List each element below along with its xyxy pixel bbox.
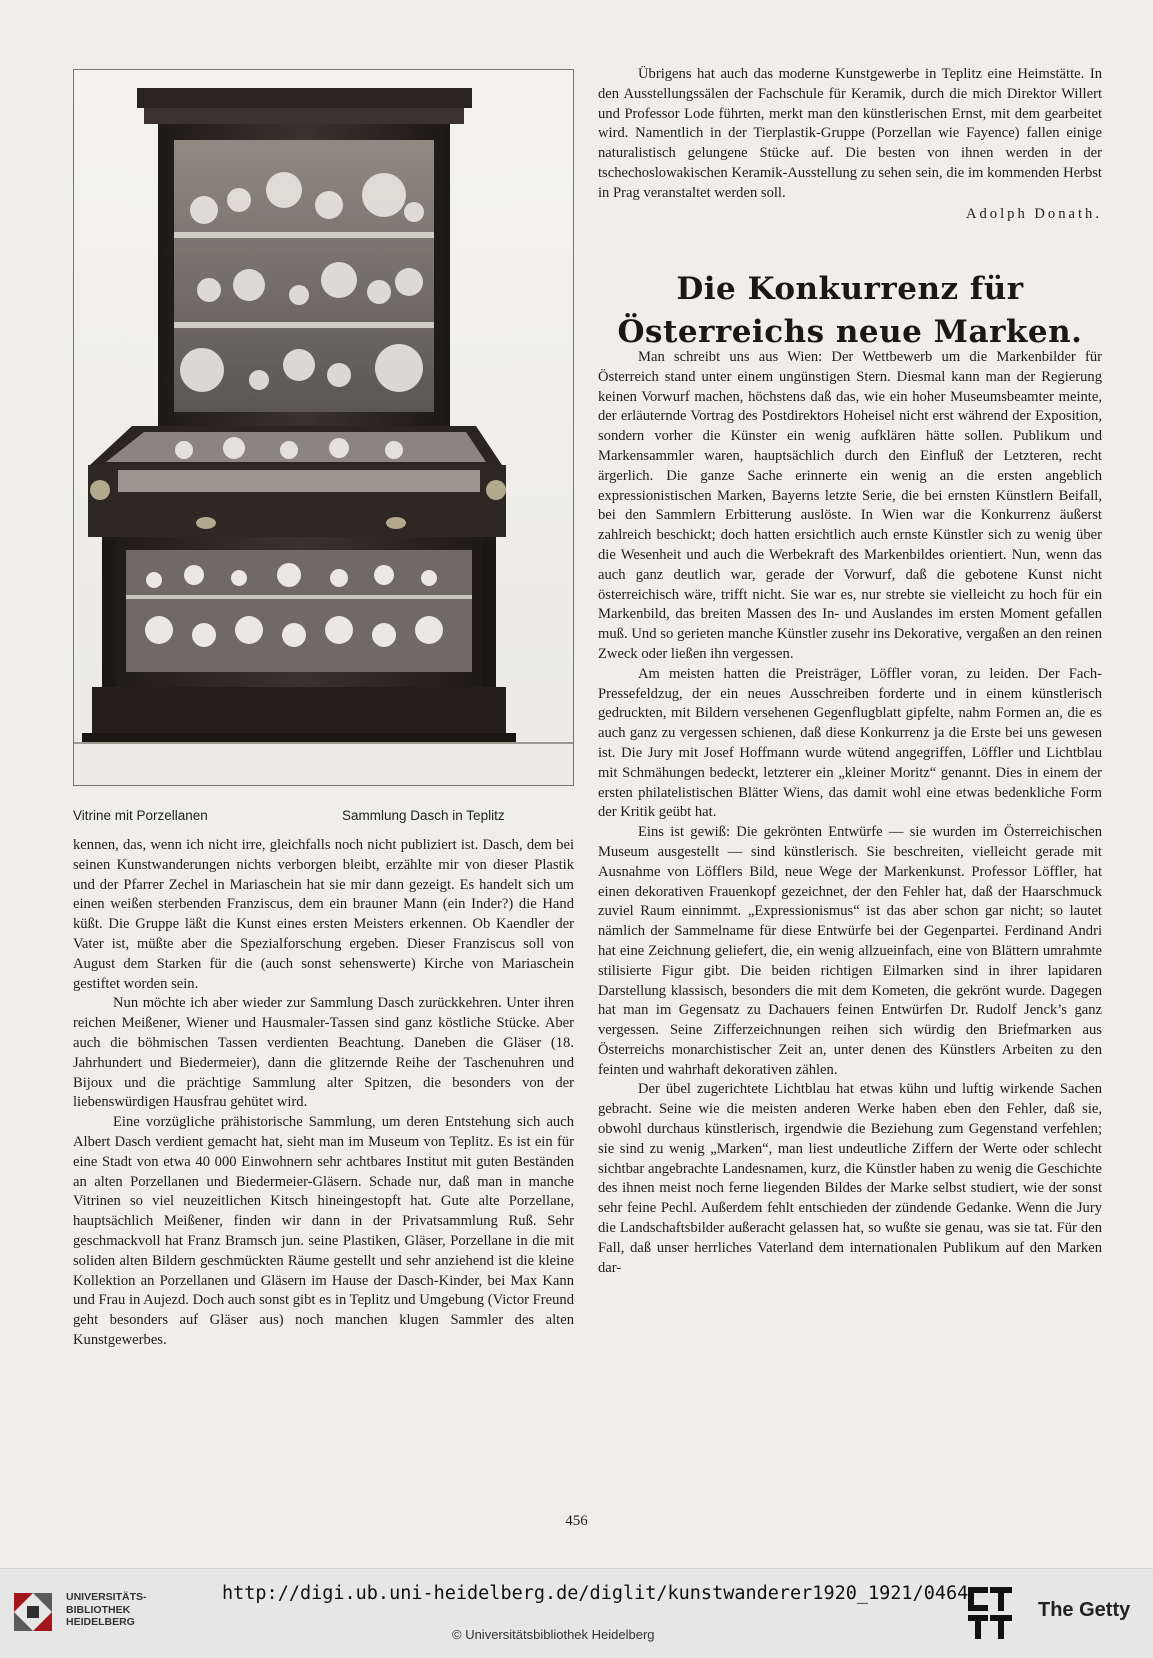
library-name-line: UNIVERSITÄTS- <box>66 1591 147 1603</box>
article-paragraph: Eins ist gewiß: Die gekrönten Entwürfe — sie wurden im Österreichischen Museum ausgestellt — sind künstlerisch. Sie beschreiten, vielleicht gerade mit Ausnahme von Löfflers Bild, neue Wege der Markenkunst. Professor Löffler, hat einen dekorativen Frauenkopf gezeichnet, der den Fehler hat, daß der Haarschmuck zuviel Raum einnimmt. „Expressionismus“ ist das aber schon gar nicht; so lautet nämlich der Sammelname für diese Entwürfe bei der Gegenpartei. Ferdinand Andri hat eine Zeichnung geliefert, die, ein wenig allzueinfach, eine von Blättern umrahmte stilisierte Figur gibt. Die beiden richtigen Eilmarken sind in ihrer lapidaren Darstellung klassisch, besonders die mit dem Kometen, die gekrönt wurde. Dagegen hat man im Gegensatz zu Dachauers feinen Entwürfen Dr. Rudolf Jenck’s ganz vergessen. Seine Zifferzeichnungen reihen sich würdig den Briefmarken aus Österreichs monarchistischer Zeit an, unter denen des Künstlers Arbeiten zu den feinten und wahrhaft dekorativen zählen. <box>598 824 1102 1078</box>
page-number: 456 <box>565 1513 588 1529</box>
vitrine-illustration <box>74 70 573 785</box>
vitrine-photograph <box>73 69 574 786</box>
left-paragraph: Eine vorzügliche prähistorische Sammlung, um deren Entstehung sich auch Albert Dasch verdient gemacht hat, sieht man im Museum von Teplitz. Es ist ein für eine Stadt von etwa 40 000 Einwohnern sehr achtbares Institut mit guten Beständen an alten Porzellanen und Biedermeier-Gläsern. Schade nur, daß man in manche Vitrinen so viel neuzeitlichen Kitsch hineingestopft hat. Gute alte Porzellane, hauptsächlich Meißener, finden wir dann in der Privatsammlung Ruß. Sehr geschmackvoll hat Franz Bramsch jun. seine Plastiken, Gläser, Porzellane in die mit soliden alten Bildern geschmückten Räume gestellt und sehr anziehend ist die kleine Kollektion an Porzellanen und Gläsern im Hause der Dasch-Kinder, bei Max Kann und Frau in Aujezd. Doch auch sonst gibt es in Teplitz und Umgebung (Victor Freund geht besonders auf Gläser aus) noch manchen klugen Sammler des alten Kunstgewerbes. <box>73 1114 574 1348</box>
article-headline: Die Konkurrenz für Österreichs neue Marken. <box>617 271 1083 350</box>
digital-library-footer <box>0 1568 1153 1658</box>
right-top-paragraph: Übrigens hat auch das moderne Kunstgewerbe in Teplitz eine Heimstätte. In den Ausstellungssälen der Fachschule für Keramik, durch die mich Direktor Willert und Professor Lode führten, merkt man den künstlerischen Ernst, mit dem gearbeitet wird. Namentlich in der Tierplastik-Gruppe (Porzellan wie Fayence) fallen einige naturalistisch gelungene Stücke auf. Die besten von ihnen werden in der tschechoslowakischen Keramik-Ausstellung zu sehen sein, die im kommenden Herbst in Prag veranstaltet werden soll. <box>598 66 1102 201</box>
getty-logo-icon <box>968 1587 1012 1639</box>
partner-name: The Getty <box>1038 1599 1131 1621</box>
left-paragraph: kennen, das, wenn ich nicht irre, gleichfalls noch nicht publiziert ist. Dasch, dem bei seinen Kunstwanderungen nichts verborgen bleibt, erzählte mir von dieser Plastik und der Pfarrer Zechel in Mariaschein hat sie mir dann gezeigt. Es handelt sich um einen weißen sterbenden Franziscus, dem ein brauner Mann (ein Inder?) die Hand küßt. Die Gruppe läßt die Kunst eines ersten Meisters erkennen. Ob Kaendler der Vater ist, müßte aber die Spezialforschung ergeben. Dieser Franziscus soll von August dem Starken für die (auch sonst sehenswerte) Kirche von Mariaschein gestiftet worden sein. <box>73 837 574 992</box>
left-column-text <box>73 836 574 1351</box>
university-library-logo-icon <box>10 1589 56 1635</box>
copyright-notice: © Universitätsbibliothek Heidelberg <box>452 1627 655 1642</box>
article-paragraph: Man schreibt uns aus Wien: Der Wettbewerb um die Markenbilder für Österreich stand unter einem ungünstigen Stern. Diesmal kann man der Regierung keinen Vorwurf machen, höchstens daß das, wie ein hoher Museumsbeamter meinte, der erläuternde Vortrag des Postdirektors Hoheisel nicht erst während der Exposition, sondern vorher die Künster ein wenig aufklären hätte sollen. Publikum und Markensammler waren, hauptsächlich durch den Einfluß der Letzteren, recht ärgerlich. Die ganze Sache erinnerte ein wenig an die ersten angeblich expressionistischen Marken, Bayerns letzte Serie, die bei ernsten Künstlern Beifall, bei den Sammlern Erbitterung auslöste. In Wien war die Konkurrenz äußerst zahlreich beschickt; doch hatten ersichtlich auch ernste Künstler sich zu wenig über die Wesenheit und auch die Werbekraft des Markenbildes orientiert. Nun, wenn das auch ganz deutlich war, gerade der Vorwurf, daß die gebotene Kunst nicht österreichisch wäre, trifft nicht. Sie war es, nur strebte sie vielleicht zu hoch für ein Markenbild, das breiten Massen des In- und Auslandes im ersten Moment gefallen muß. Und so gerieten manche Künstler zusehr ins Dekorative, vergaßen an den reinen Zweck oder ließen ihn vergessen. <box>598 349 1102 662</box>
figure-caption-right: Sammlung Dasch in Teplitz <box>342 808 505 823</box>
article-paragraph: Der übel zugerichtete Lichtblau hat etwas kühn und luftig wirkende Sachen gebracht. Seine wie die meisten anderen Werke haben eben den Fehler, daß sie, obwohl durchaus künstlerisch, irgendwie die Beziehung zum Gegenstand verfehlen; sie sind zu wenig „Marken“, man liest undeutliche Ziffern der Werte oder schlecht sichtbar angebrachte Landesnamen, kurz, die Künstler haben zu wenig die Geschichte des ihnen meist noch ferne liegenden Bildes der Marke selbst studiert, wie der sonst sehr feine Pechl. Außerdem fehlt entschieden der zündende Gedanke. Wenn die Jury die Landschaftsbilder außeracht gelassen hat, so wußte sie genau, was sie tat. Für den Fall, daß unser herrliches Vaterland dem internationalen Publikum auf den Marken dar- <box>598 1081 1102 1276</box>
figure-caption-left: Vitrine mit Porzellanen <box>73 808 208 823</box>
permalink-url[interactable]: http://digi.ub.uni-heidelberg.de/diglit/kunstwanderer1920_1921/0464 <box>222 1583 969 1604</box>
left-paragraph: Nun möchte ich aber wieder zur Sammlung Dasch zurückkehren. Unter ihren reichen Meißener, Wiener und Hausmaler-Tassen sind ganz köstliche Stücke. Aber auch die böhmischen Tassen verdienten Beachtung. Daneben die Gläser (18. Jahrhundert und Biedermeier), dann die glitzernde Reihe der Taschenuhren und Bijoux und die prächtige Sammlung alter Spitzen, die besonders von der liebenswürdigen Hausfrau gehütet wird. <box>73 995 574 1111</box>
right-column-top-text <box>598 65 1102 224</box>
article-paragraph: Am meisten hatten die Preisträger, Löffler voran, zu leiden. Der Fach-Pressefeldzug, der ein neues Ausschreiben forderte und in einem künstlerisch gedruckten, mit Bildern versehenen Gegenflugblatt gipfelte, nahm Formen an, die es auch ganz zu vergessen schienen, daß diese Konkurrenz ja die Erste bei uns gewesen ist. Die Jury mit Josef Hoffmann wurde wütend angegriffen, Löffler und Lichtblau mit Schmähungen bedeckt, letzterer ein „kleiner Moritz“ genannt. Dies in einem der ersten philatelistischen Blätter Wiens, das damit wohl eine etwas bedenkliche Form der Kritik geübt hat. <box>598 665 1102 821</box>
author-signature: Adolph Donath. <box>965 205 1102 222</box>
university-library-name <box>66 1591 147 1629</box>
library-name-line: HEIDELBERG <box>66 1616 135 1628</box>
article-body <box>598 348 1102 1278</box>
library-name-line: BIBLIOTHEK <box>66 1603 131 1616</box>
